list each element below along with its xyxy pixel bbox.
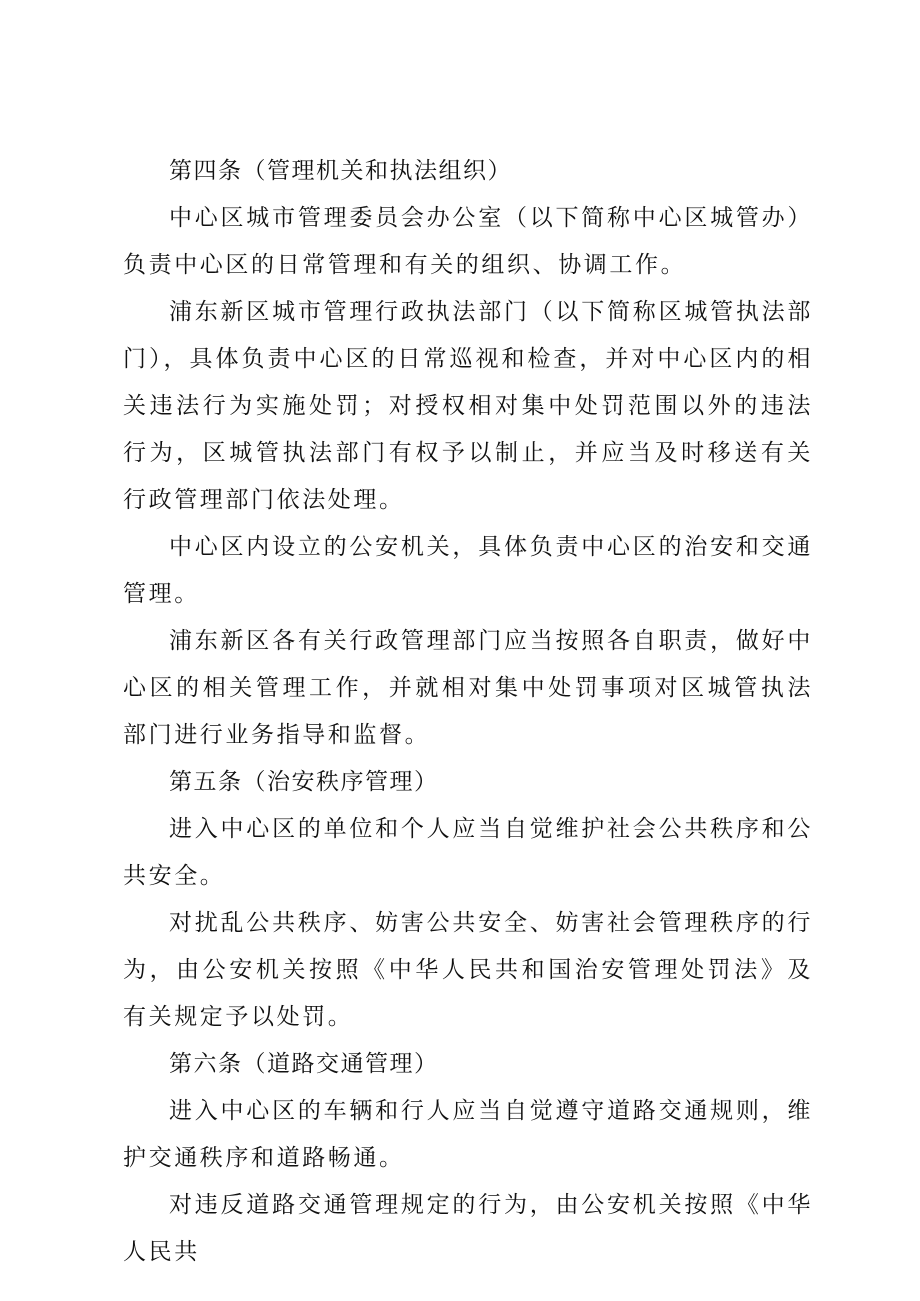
paragraph: 中心区城市管理委员会办公室（以下简称中心区城管办）负责中心区的日常管理和有关的组织、协调工作。 [123,205,813,278]
article-5-heading: 第五条（治安秩序管理） [169,769,439,795]
paragraph: 进入中心区的单位和个人应当自觉维护社会公共秩序和公共安全。 [123,816,813,889]
paragraph: 浦东新区各有关行政管理部门应当按照各自职责，做好中心区的相关管理工作，并就相对集中处罚事项对区城管执法部门进行业务指导和监督。 [123,628,813,748]
paragraph: 对扰乱公共秩序、妨害公共安全、妨害社会管理秩序的行为，由公安机关按照《中华人民共和国治安管理处罚法》及有关规定予以处罚。 [123,910,813,1030]
article-6-heading: 第六条（道路交通管理） [169,1051,439,1077]
paragraph: 进入中心区的车辆和行人应当自觉遵守道路交通规则，维护交通秩序和道路畅通。 [123,1098,813,1171]
paragraph: 浦东新区城市管理行政执法部门（以下简称区城管执法部门），具体负责中心区的日常巡视和检查，并对中心区内的相关违法行为实施处罚；对授权相对集中处罚范围以外的违法行为，区城管执法部门有权予以制止，并应当及时移送有关行政管理部门依法处理。 [123,299,813,513]
paragraph: 中心区内设立的公安机关，具体负责中心区的治安和交通管理。 [123,534,813,607]
paragraph: 对违反道路交通管理规定的行为，由公安机关按照《中华人民共 [123,1192,813,1265]
document-page [123,148,813,1276]
article-4-heading: 第四条（管理机关和执法组织） [169,158,512,184]
